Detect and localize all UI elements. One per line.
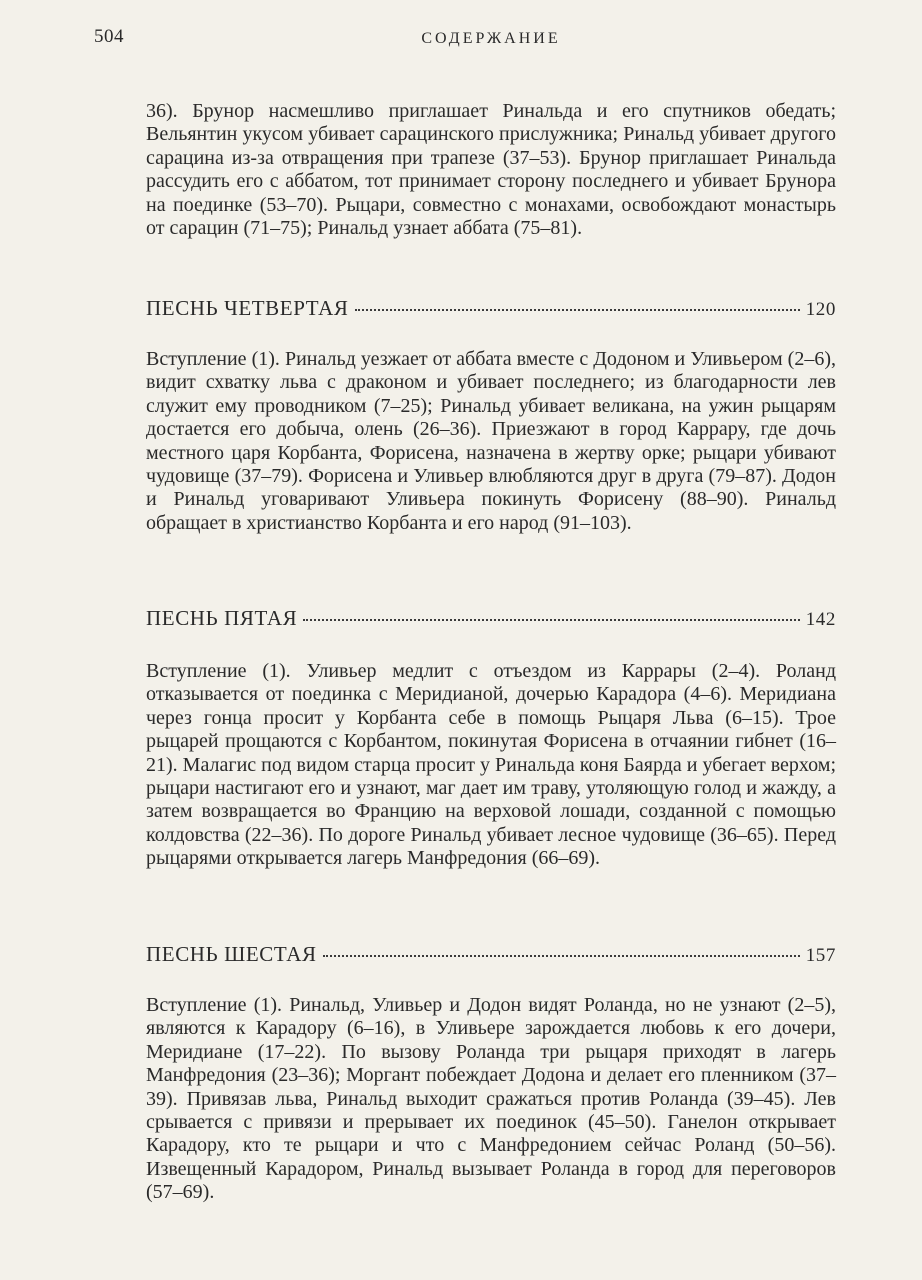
section-summary-6: Вступление (1). Ринальд, Уливьер и Додон видят Роланда, но не узнают (2–5), являются к Карадору (6–16), в Уливьере зарождается любовь к его дочери, Меридиане (17–22). По вызову Роланда три рыцаря приходят в лагерь Манфредония (23–36); Моргант побеждает Додона и делает его пленником (37–39). Привязав льва, Ринальд выходит сражаться против Роланда (39–45). Лев срывается с привязи и прерывает их поединок (45–50). Ганелон открывает Карадору, кто те рыцари и что с Манфредонием сейчас Роланд (50–56). Извещенный Карадором, Ринальд вызывает Роланда в город для переговоров (57–69). xyxy=(146,994,836,1204)
section-heading-5[interactable] xyxy=(146,606,836,631)
section-summary-4: Вступление (1). Ринальд уезжает от аббата вместе с Додоном и Уливьером (2–6), видит схватку льва с драконом и убивает последнего; из благодарности лев служит ему проводником (7–25); Ринальд убивает великана, на ужин рыцарям достается его добыча, олень (26–36). Приезжают в город Каррару, где дочь местного царя Корбанта, Форисена, назначена в жертву орке; рыцари убивают чудовище (37–79). Форисена и Уливьер влюбляются друг в друга (79–87). Додон и Ринальд уговаривают Уливьера покинуть Форисену (88–90). Ринальд обращает в христианство Корбанта и его народ (91–103). xyxy=(146,348,836,534)
section-title: ПЕСНЬ ЧЕТВЕРТАЯ xyxy=(146,296,349,320)
section-page: 157 xyxy=(805,945,836,966)
running-head: СОДЕРЖАНИЕ xyxy=(421,30,561,47)
section-page: 120 xyxy=(805,299,836,320)
section-summary-5: Вступление (1). Уливьер медлит с отъездом из Каррары (2–4). Роланд отказывается от поединка с Меридианой, дочерью Карадора (4–6). Меридиана через гонца просит у Корбанта себе в помощь Рыцаря Льва (6–15). Трое рыцарей прощаются с Корбантом, покинутая Форисена в отчаянии гибнет (16–21). Малагис под видом старца просит у Ринальда коня Баярда и убегает верхом; рыцари настигают его и узнают, маг дает им траву, утоляющую голод и жажду, а затем возвращается во Францию на верховой лошади, созданной с помощью колдовства (22–36). По дороге Ринальд убивает лесное чудовище (36–65). Перед рыцарями открывается лагерь Манфредония (66–69). xyxy=(146,660,836,870)
page-number: 504 xyxy=(94,26,124,47)
leader-dots xyxy=(323,955,800,957)
leader-dots xyxy=(303,619,799,621)
section-title: ПЕСНЬ ПЯТАЯ xyxy=(146,606,298,630)
section-heading-4[interactable] xyxy=(146,296,836,321)
section-title: ПЕСНЬ ШЕСТАЯ xyxy=(146,942,317,966)
section-page: 142 xyxy=(805,609,836,630)
intro-paragraph: 36). Брунор насмешливо приглашает Ринальда и его спутников обедать; Вельянтин укусом убивает сарацинского прислужника; Ринальд убивает другого сарацина из-за отвращения при трапезе (37–53). Брунор приглашает Ринальда рассудить его с аббатом, тот принимает сторону последнего и убивает Брунора на поединке (53–70). Рыцари, совместно с монахами, освобождают монастырь от сарацин (71–75); Ринальд узнает аббата (75–81). xyxy=(146,100,836,240)
leader-dots xyxy=(355,309,800,311)
section-heading-6[interactable] xyxy=(146,942,836,967)
